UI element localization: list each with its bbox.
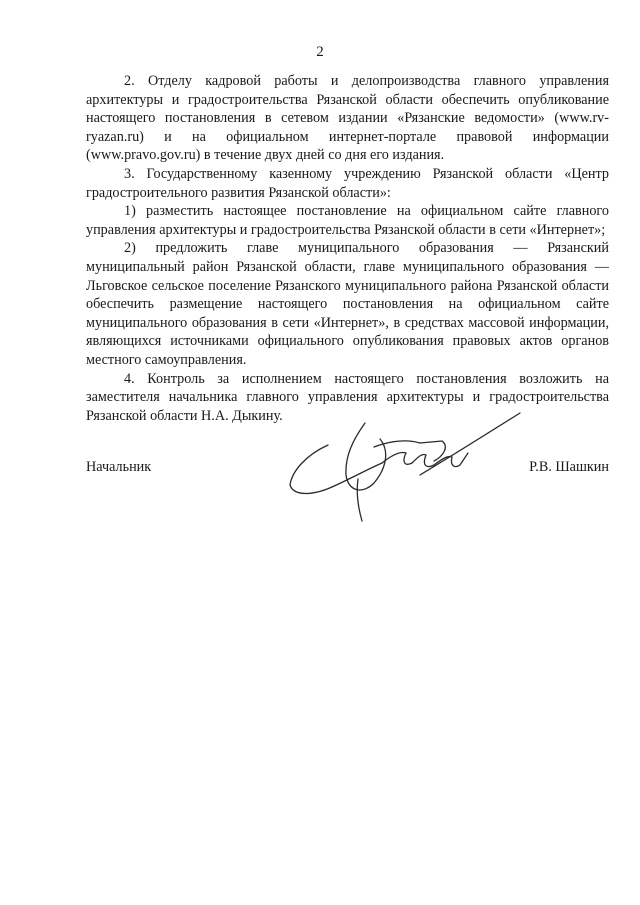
paragraph-3-item-1: 1) разместить настоящее постановление на официальном сайте главного управления архитектуры и градостроительства Рязанской области в сети «Интернет»; bbox=[86, 203, 609, 238]
signer-name: Р.В. Шашкин bbox=[529, 459, 609, 475]
paragraph-3-institution: 3. Государственному казенному учреждению Рязанской области «Центр градостроительного развития Рязанской области»: bbox=[86, 165, 609, 201]
document-body bbox=[86, 72, 609, 425]
signer-position: Начальник bbox=[86, 459, 152, 475]
paragraph-2-publication: 2. Отделу кадровой работы и делопроизводства главного управления архитектуры и градостроительства Рязанской области обеспечить опубликование настоящего постановления в сетевом издании «Рязанские ведомости» (www.rv-ryazan.ru) и на официальном интернет-портале правовой информации (www.pravo.gov.ru) в течение двух дней со дня его издания. bbox=[86, 73, 609, 164]
paragraph-3-item-2: 2) предложить главе муниципального образования — Рязанский муниципальный район Рязанской области, главе муниципального образования — Льговское сельское поселение Рязанского муниципального района Рязанской области обеспечить размещение настоящего постановления на официальном сайте муниципального образования в сети «Интернет», в средствах массовой информации, являющихся источниками официального опубликования правовых актов органов местного самоуправления. bbox=[86, 240, 609, 368]
page-number: 2 bbox=[316, 44, 324, 60]
paragraph-4-control: 4. Контроль за исполнением настоящего постановления возложить на заместителя начальника главного управления архитектуры и градостроительства Рязанской области Н.А. Дыкину. bbox=[86, 370, 609, 424]
handwritten-signature bbox=[270, 395, 530, 530]
